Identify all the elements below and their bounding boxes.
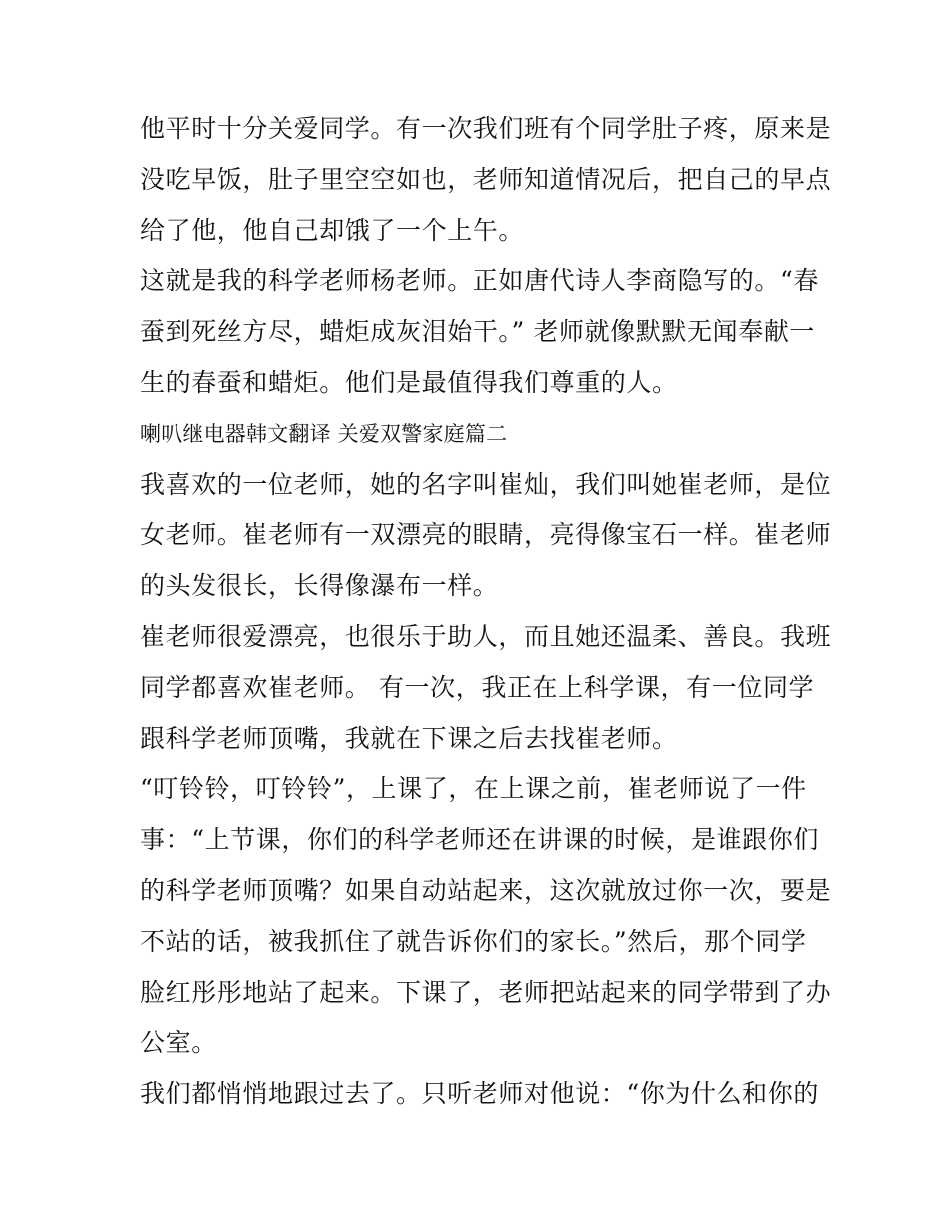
section-heading: 喇叭继电器韩文翻译 关爱双警家庭篇二 — [140, 421, 508, 446]
text-line: 崔老师很爱漂亮，也很乐于助人，而且她还温柔、善良。我班 — [140, 621, 832, 651]
text-line: 的科学老师顶嘴？如果自动站起来，这次就放过你一次，要是 — [140, 875, 832, 905]
text-line: 同学都喜欢崔老师。 有一次，我正在上科学课，有一位同学 — [140, 672, 815, 702]
text-line: 跟科学老师顶嘴，我就在下课之后去找崔老师。 — [140, 723, 678, 753]
text-line: 事：“上节课，你们的科学老师还在讲课的时候，是谁跟你们 — [140, 825, 819, 855]
text-line: 这就是我的科学老师杨老师。正如唐代诗人李商隐写的。“春 — [140, 266, 819, 296]
text-line: “叮铃铃，叮铃铃”，上课了，在上课之前，崔老师说了一件 — [140, 774, 807, 804]
paragraph-4 — [140, 612, 832, 764]
paragraph-6 — [140, 1069, 820, 1120]
text-line: 蚕到死丝方尽，蜡炬成灰泪始干。” 老师就像默默无闻奉献一 — [140, 317, 816, 347]
paragraph-2 — [140, 256, 820, 408]
document-body — [140, 104, 832, 1120]
text-line: 的头发很长，长得像瀑布一样。 — [140, 571, 499, 601]
text-line: 公室。 — [140, 1028, 217, 1058]
text-line: 他平时十分关爱同学。有一次我们班有个同学肚子疼，原来是 — [140, 114, 832, 143]
text-line: 脸红彤彤地站了起来。下课了，老师把站起来的同学带到了办 — [140, 977, 832, 1007]
text-line: 不站的话，被我抓住了就告诉你们的家长。”然后，那个同学 — [140, 926, 807, 956]
text-line: 生的春蚕和蜡炬。他们是最值得我们尊重的人。 — [140, 367, 678, 397]
text-line: 没吃早饭，肚子里空空如也，老师知道情况后，把自己的早点 — [140, 164, 832, 194]
text-line: 女老师。崔老师有一双漂亮的眼睛，亮得像宝石一样。崔老师 — [140, 520, 832, 550]
paragraph-5 — [140, 764, 832, 1069]
text-line: 给了他，他自己却饿了一个上午。 — [140, 215, 525, 245]
text-line: 我喜欢的一位老师，她的名字叫崔灿，我们叫她崔老师，是位 — [140, 469, 832, 499]
text-line: 我们都悄悄地跟过去了。只听老师对他说：“你为什么和你的 — [140, 1079, 819, 1109]
paragraph-1 — [140, 104, 832, 256]
paragraph-3 — [140, 460, 832, 612]
